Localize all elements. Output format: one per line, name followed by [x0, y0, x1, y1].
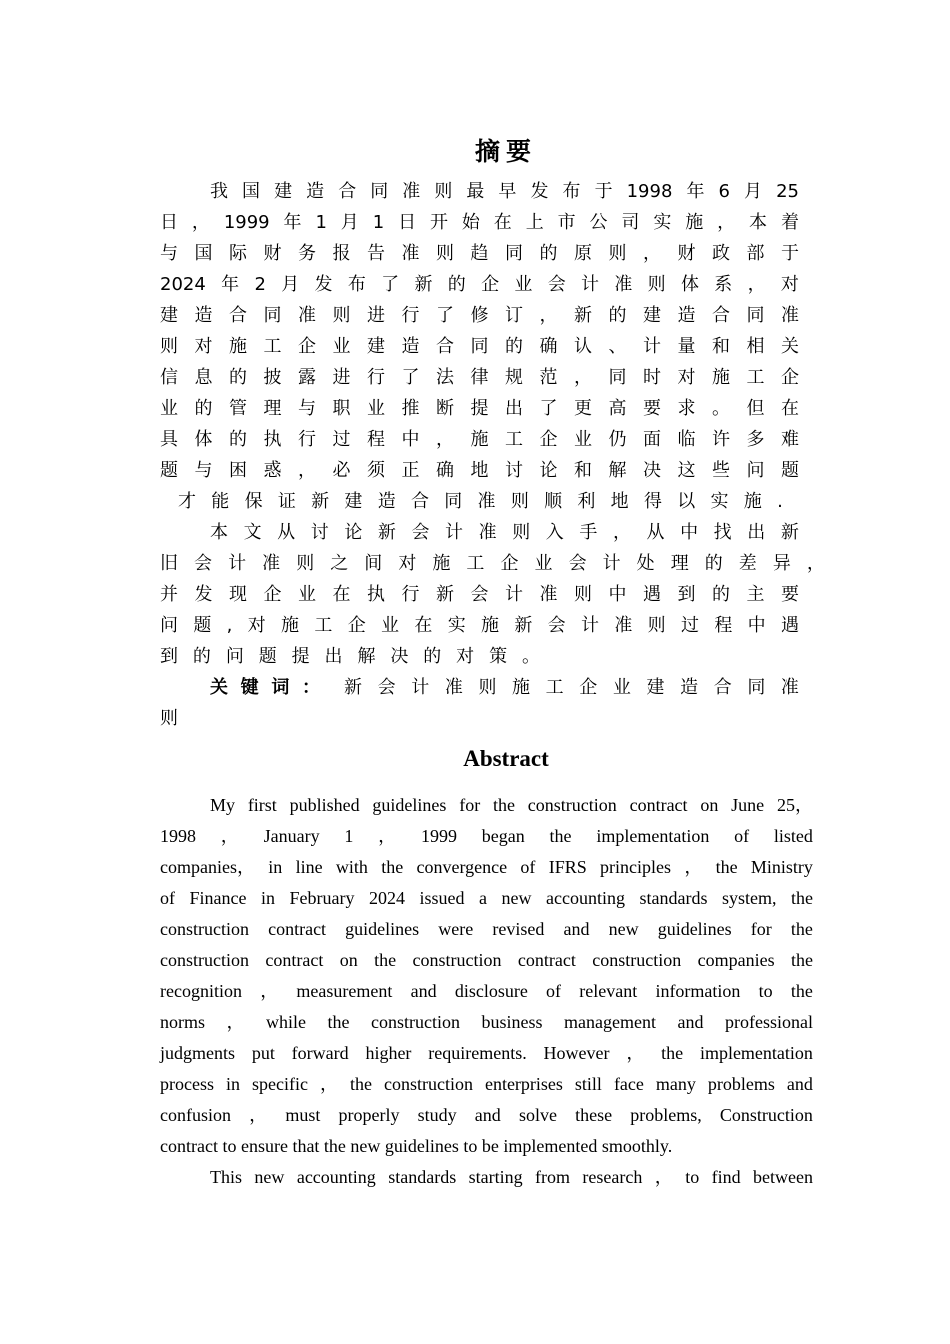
chinese-abstract-line: 我 国 建 造 合 同 准 则 最 早 发 布 于 1998 年 6 月 25 [210, 181, 799, 202]
keywords-continuation: 则 [160, 708, 178, 729]
chinese-abstract-line: 日 ， 1999 年 1 月 1 日 开 始 在 上 市 公 司 实 施 ， 本 着 [160, 212, 799, 233]
english-abstract-line: companies， in line with the convergence of IFRS principles ， the Ministry [160, 857, 813, 877]
english-abstract-line: This new accounting standards starting from research ， to find between [210, 1167, 813, 1187]
chinese-abstract-line: 本 文 从 讨 论 新 会 计 准 则 入 手 ， 从 中 找 出 新 [210, 522, 799, 543]
chinese-abstract-line: 2024 年 2 月 发 布 了 新 的 企 业 会 计 准 则 体 系 ， 对 [160, 274, 799, 295]
chinese-abstract-line: 才 能 保 证 新 建 造 合 同 准 则 顺 利 地 得 以 实 施 . [178, 491, 783, 512]
chinese-abstract-line: 具 体 的 执 行 过 程 中 ， 施 工 企 业 仍 面 临 许 多 难 [160, 429, 799, 450]
chinese-abstract-line: 信 息 的 披 露 进 行 了 法 律 规 范 ， 同 时 对 施 工 企 [160, 367, 799, 388]
english-abstract-line: contract to ensure that the new guidelines to be implemented smoothly. [160, 1136, 673, 1156]
keywords-label: 关 键 词 ： [210, 677, 320, 698]
chinese-abstract-line: 与 国 际 财 务 报 告 准 则 趋 同 的 原 则 ， 财 政 部 于 [160, 243, 799, 264]
english-abstract-line: construction contract on the construction contract construction companies the [160, 950, 813, 970]
chinese-abstract-line: 旧 会 计 准 则 之 间 对 施 工 企 业 会 计 处 理 的 差 异 ， [160, 553, 825, 574]
chinese-abstract-line: 则 对 施 工 企 业 建 造 合 同 的 确 认 、 计 量 和 相 关 [160, 336, 799, 357]
english-abstract-line: recognition ， measurement and disclosure of relevant information to the [160, 981, 813, 1001]
keywords-row [210, 674, 799, 702]
english-abstract-line: construction contract guidelines were revised and new guidelines for the [160, 919, 813, 939]
chinese-abstract-line: 业 的 管 理 与 职 业 推 断 提 出 了 更 高 要 求 。 但 在 [160, 398, 799, 419]
english-abstract-title: Abstract [463, 746, 549, 771]
chinese-abstract-line: 建 造 合 同 准 则 进 行 了 修 订 ， 新 的 建 造 合 同 准 [160, 305, 799, 326]
english-abstract-line: judgments put forward higher requirements. However ， the implementation [160, 1043, 813, 1063]
english-abstract-line: norms ， while the construction business management and professional [160, 1012, 813, 1032]
english-abstract-line: of Finance in February 2024 issued a new accounting standards system, the [160, 888, 813, 908]
chinese-abstract-line: 题 与 困 惑 ， 必 须 正 确 地 讨 论 和 解 决 这 些 问 题 [160, 460, 799, 481]
chinese-abstract-line: 到 的 问 题 提 出 解 决 的 对 策 。 [160, 646, 540, 667]
keywords-value: 新 会 计 准 则 施 工 企 业 建 造 合 同 准 [344, 677, 799, 698]
english-abstract-line: 1998 ， January 1 ， 1999 began the implementation of listed [160, 826, 813, 846]
english-abstract-line: process in specific ， the construction enterprises still face many problems and [160, 1074, 813, 1094]
chinese-abstract-line: 并 发 现 企 业 在 执 行 新 会 计 准 则 中 遇 到 的 主 要 [160, 584, 799, 605]
chinese-abstract-line: 问 题 , 对 施 工 企 业 在 实 施 新 会 计 准 则 过 程 中 遇 [160, 615, 799, 636]
chinese-abstract-title: 摘要 [474, 137, 537, 166]
english-abstract-line: My first published guidelines for the construction contract on June 25， [210, 795, 813, 815]
english-abstract-line: confusion ， must properly study and solve these problems, Construction [160, 1105, 813, 1125]
